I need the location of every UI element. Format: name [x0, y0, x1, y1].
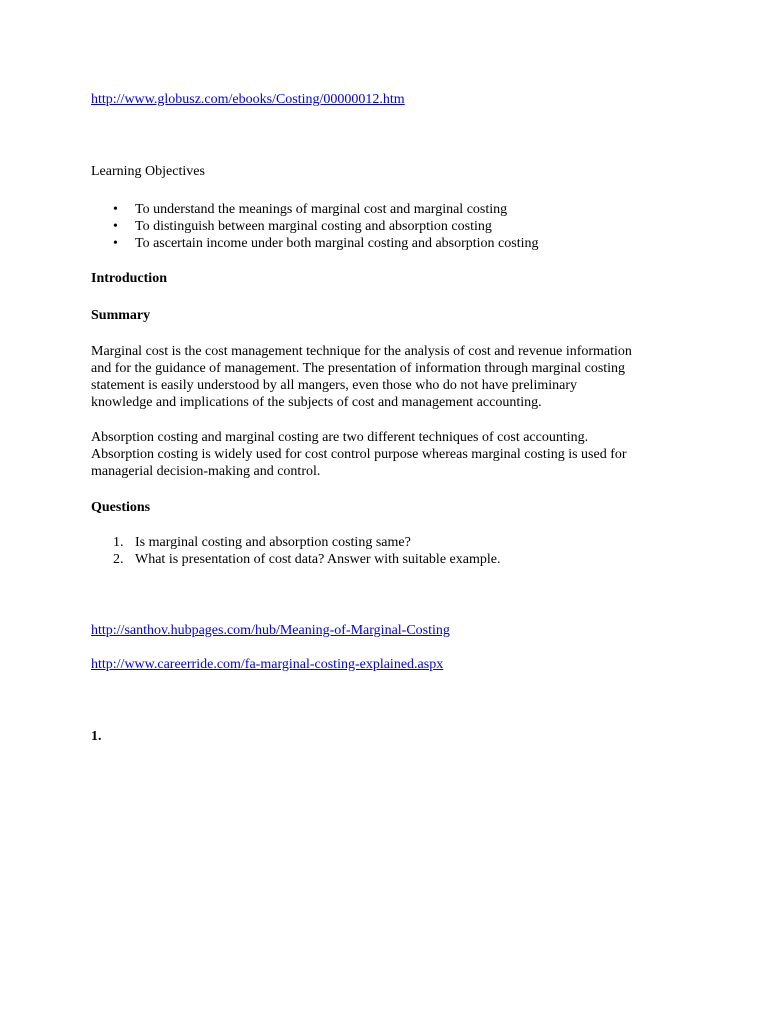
paragraph-line: managerial decision-making and control.: [91, 464, 321, 479]
footer-number: 1.: [91, 729, 102, 744]
summary-paragraph-2: [91, 429, 691, 480]
questions-heading: Questions: [91, 500, 151, 515]
link-hubpages[interactable]: http://santhov.hubpages.com/hub/Meaning-of-Marginal-Costing: [91, 623, 450, 638]
list-item: [91, 201, 539, 218]
question-number: 1.: [113, 535, 124, 550]
paragraph-line: Absorption costing and marginal costing are two different techniques of cost accounting.: [91, 430, 589, 445]
list-item: [91, 218, 539, 235]
list-item: [91, 235, 539, 252]
paragraph-line: Marginal cost is the cost management technique for the analysis of cost and revenue information: [91, 344, 632, 359]
paragraph-line: statement is easily understood by all mangers, even those who do not have preliminary: [91, 378, 577, 393]
learning-objectives-title: Learning Objectives: [91, 164, 205, 179]
bullet-icon: •: [113, 202, 118, 217]
paragraph-line: Absorption costing is widely used for cost control purpose whereas marginal costing is used for: [91, 447, 627, 462]
link-globusz[interactable]: http://www.globusz.com/ebooks/Costing/00000012.htm: [91, 92, 405, 107]
question-number: 2.: [113, 552, 124, 567]
objective-text: To understand the meanings of marginal cost and marginal costing: [135, 202, 508, 217]
link-careerride[interactable]: http://www.careerride.com/fa-marginal-costing-explained.aspx: [91, 657, 444, 672]
summary-paragraph-1: [91, 343, 691, 411]
bullet-icon: •: [113, 219, 118, 234]
paragraph-line: and for the guidance of management. The presentation of information through marginal costing: [91, 361, 626, 376]
questions-list: [91, 534, 500, 568]
list-item: [91, 551, 500, 568]
learning-objectives-list: [91, 201, 539, 252]
summary-heading: Summary: [91, 308, 151, 323]
objective-text: To ascertain income under both marginal costing and absorption costing: [135, 236, 539, 251]
question-text: Is marginal costing and absorption costing same?: [135, 535, 411, 550]
bullet-icon: •: [113, 236, 118, 251]
objective-text: To distinguish between marginal costing and absorption costing: [135, 219, 492, 234]
question-text: What is presentation of cost data? Answer with suitable example.: [135, 552, 501, 567]
list-item: [91, 534, 500, 551]
introduction-heading: Introduction: [91, 271, 167, 286]
paragraph-line: knowledge and implications of the subjects of cost and management accounting.: [91, 395, 542, 410]
